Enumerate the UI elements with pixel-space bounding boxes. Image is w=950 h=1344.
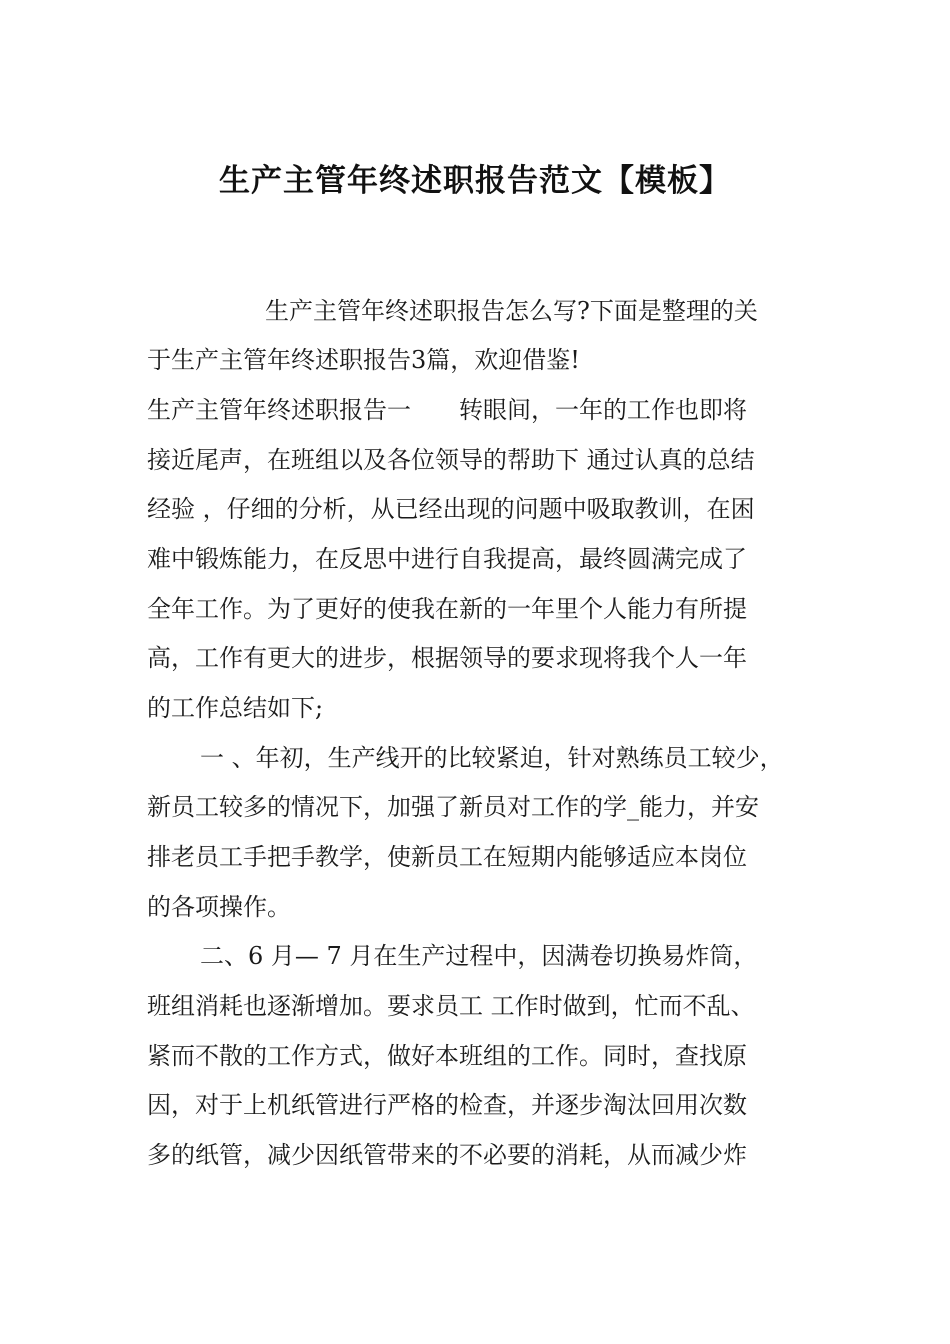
text-line: 排老员工手把手教学，使新员工在短期内能够适应本岗位 bbox=[147, 843, 747, 871]
text-line: 班组消耗也逐渐增加。要求员工 工作时做到，忙而不乱、 bbox=[147, 992, 755, 1020]
text-line: 高，工作有更大的进步，根据领导的要求现将我个人一年 bbox=[147, 644, 747, 672]
text-line: 二、6 月— 7 月在生产过程中，因满卷切换易炸筒， bbox=[200, 942, 758, 970]
text-line: 一 、年初，生产线开的比较紧迫，针对熟练员工较少， bbox=[200, 744, 784, 772]
text-line: 生产主管年终述职报告一 转眼间，一年的工作也即将 bbox=[147, 396, 747, 424]
text-line: 的工作总结如下; bbox=[147, 694, 324, 722]
text-line: 因，对于上机纸管进行严格的检查，并逐步淘汰回用次数 bbox=[147, 1091, 747, 1119]
text-line: 全年工作。为了更好的使我在新的一年里个人能力有所提 bbox=[147, 595, 747, 623]
text-line: 难中锻炼能力，在反思中进行自我提高，最终圆满完成了 bbox=[147, 545, 747, 573]
text-line: 新员工较多的情况下，加强了新员对工作的学_能力，并安 bbox=[147, 793, 759, 821]
text-line: 接近尾声，在班组以及各位领导的帮助下 通过认真的总结 bbox=[147, 446, 755, 474]
text-line: 生产主管年终述职报告怎么写?下面是整理的关 bbox=[265, 297, 758, 325]
text-line: 经验 ，仔细的分析，从已经出现的问题中吸取教训，在困 bbox=[147, 495, 755, 523]
text-line: 于生产主管年终述职报告3篇，欢迎借鉴! bbox=[147, 346, 580, 374]
document-title: 生产主管年终述职报告范文【模板】 bbox=[219, 163, 731, 199]
text-line: 紧而不散的工作方式，做好本班组的工作。同时，查找原 bbox=[147, 1042, 747, 1070]
text-line: 多的纸管，减少因纸管带来的不必要的消耗，从而减少炸 bbox=[147, 1141, 747, 1169]
text-line: 的各项操作。 bbox=[147, 893, 291, 921]
